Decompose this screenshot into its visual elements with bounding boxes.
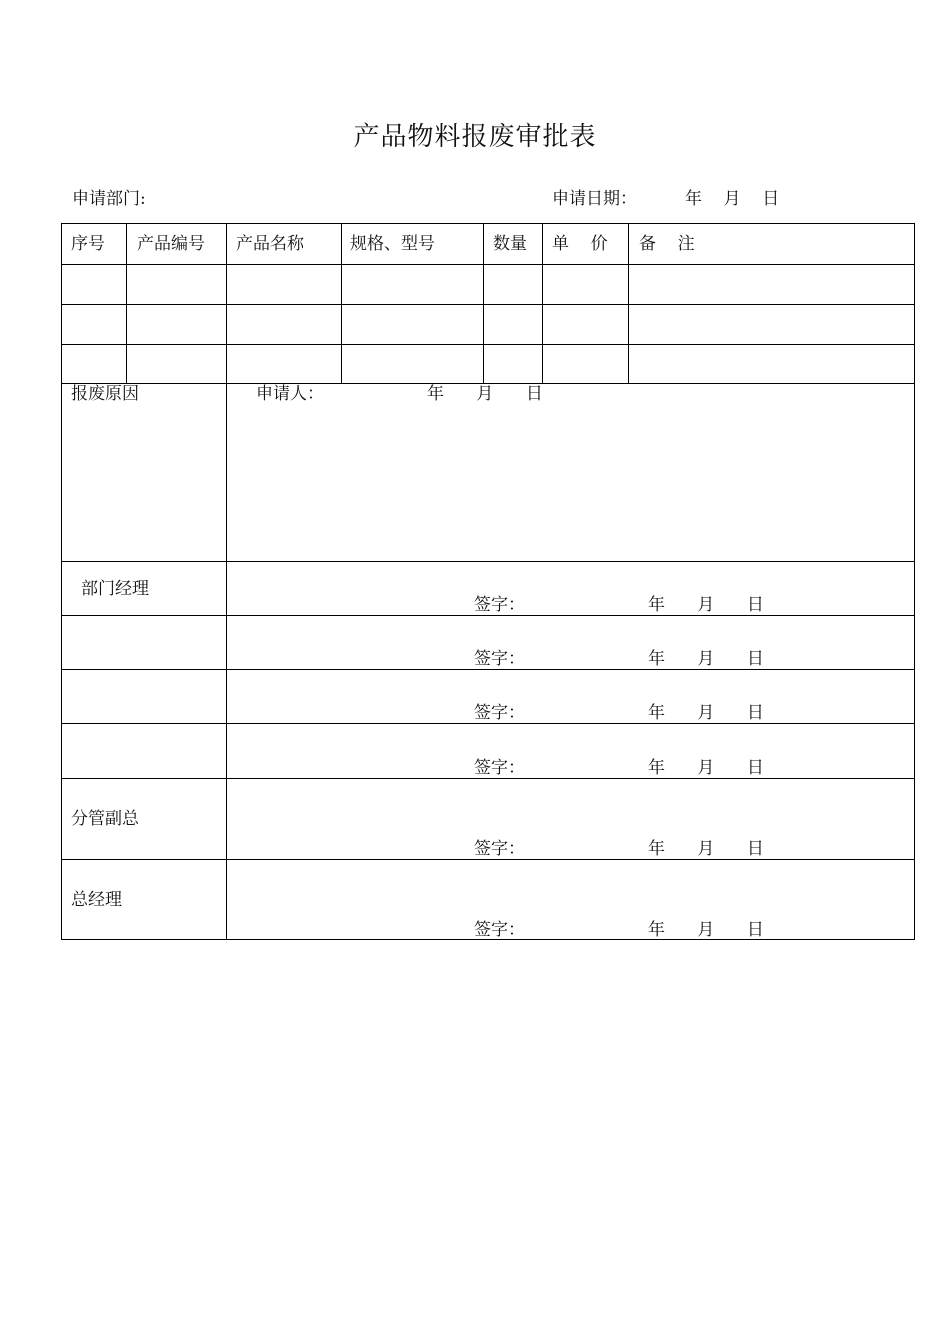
- header-quantity: 数量: [493, 234, 527, 254]
- column-divider: [628, 224, 629, 383]
- signature-label: 签字：: [474, 649, 525, 669]
- signature-date: 年 月 日: [648, 920, 764, 940]
- row-divider: [62, 264, 914, 265]
- signature-date: 年 月 日: [648, 758, 764, 778]
- column-divider: [226, 224, 227, 939]
- signature-date: 年 月 日: [648, 595, 764, 615]
- row-divider: [62, 669, 914, 670]
- department-label: 申请部门:: [72, 189, 146, 209]
- column-divider: [483, 224, 484, 383]
- column-divider: [126, 224, 127, 383]
- row-divider: [62, 859, 914, 860]
- signature-label: 签字：: [474, 758, 525, 778]
- dept-manager-label: 部门经理: [81, 579, 149, 599]
- column-divider: [542, 224, 543, 383]
- gm-label: 总经理: [71, 890, 122, 910]
- row-divider: [62, 615, 914, 616]
- signature-label: 签字：: [474, 920, 525, 940]
- row-divider: [62, 778, 914, 779]
- apply-date-ymd: 年 月 日: [685, 189, 780, 209]
- header-index: 序号: [71, 234, 105, 254]
- column-divider: [341, 224, 342, 383]
- signature-date: 年 月 日: [648, 839, 764, 859]
- vice-gm-label: 分管副总: [71, 809, 139, 829]
- approval-form-table: [61, 223, 915, 940]
- header-spec-model: 规格、型号: [350, 234, 435, 254]
- header-remarks: 备 注: [639, 234, 695, 254]
- signature-label: 签字：: [474, 839, 525, 859]
- row-divider: [62, 723, 914, 724]
- header-unit-price: 单 价: [552, 234, 608, 254]
- signature-label: 签字：: [474, 595, 525, 615]
- header-product-code: 产品编号: [137, 234, 205, 254]
- document-title: 产品物料报废审批表: [353, 122, 597, 152]
- header-product-name: 产品名称: [236, 234, 304, 254]
- signature-label: 签字：: [474, 703, 525, 723]
- row-divider: [62, 344, 914, 345]
- row-divider: [62, 561, 914, 562]
- applicant-date: 年 月 日: [427, 384, 543, 404]
- row-divider: [62, 304, 914, 305]
- apply-date-label: 申请日期：: [552, 189, 637, 209]
- signature-date: 年 月 日: [648, 703, 764, 723]
- signature-date: 年 月 日: [648, 649, 764, 669]
- applicant-label: 申请人：: [256, 384, 324, 404]
- reason-label: 报废原因: [71, 384, 139, 404]
